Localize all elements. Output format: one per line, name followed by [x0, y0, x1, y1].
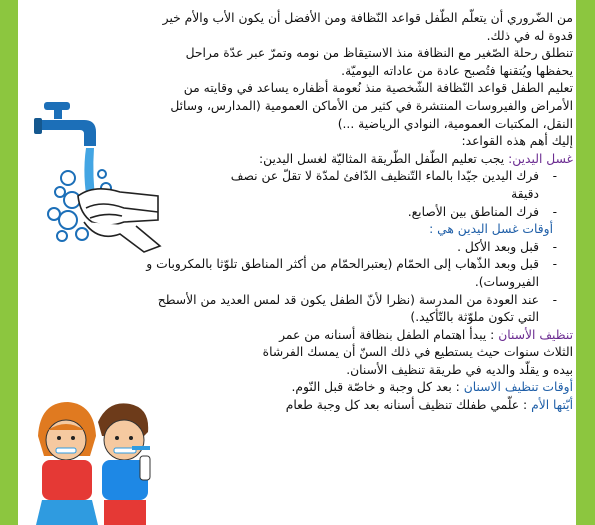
handwash-times-heading: أوقات غسل اليدين هي :	[429, 222, 553, 237]
teeth-heading: تنظيف الأسنان	[498, 327, 573, 342]
list-item: - فرك المناطق بين الأصابع.	[28, 204, 573, 222]
mother-lead: أيّتها الأم	[531, 398, 573, 413]
rules-intro-line-3: النقل، المكتبات العمومية، النوادي الرياضية ...)	[337, 116, 573, 131]
journey-line-1: تنطلق رحلة الصّغير مع النظافة منذ الاستيقاظ من نومه وتمرّ عبر عدّة مراحل	[185, 46, 573, 61]
intro-line-1: من الضّروري أن يتعلّم الطّفل قواعد النّظافة ومن الأفضل أن يكون الأب والأم خير	[162, 11, 573, 25]
intro-line-2: قدوة له في ذلك.	[486, 28, 573, 43]
list-item: - فرك اليدين جيّدا بالماء التّنظيف الدّافئ لمدّة لا تقلّ عن نصف دقيقة	[28, 168, 573, 203]
teeth-times-line	[28, 379, 573, 397]
list-item: - قبل وبعد الذّهاب إلى الحمّام (يعتبرالحمّام من أكثر المناطق تلوّثا بالمكروبات و الفيروسات).	[28, 256, 573, 291]
rules-intro-line-4: إليك أهم هذه القواعد:	[461, 134, 573, 149]
handwash-times	[28, 239, 573, 327]
teeth-line-1: الثلاث سنوات حيث يستطيع في ذلك السنّ أن يمسك الفرشاة	[262, 345, 573, 360]
handwash-steps	[28, 168, 573, 221]
rules-intro-line-1: تعليم الطفل قواعد النّظافة الشّخصية منذ نُعومة أظفاره يساعد في وقايته من	[183, 81, 573, 96]
mother-advice-line	[28, 397, 573, 415]
journey-line-2: يحفظها ويُتقنها فتُصبح عادة من عاداته اليوميّة.	[341, 63, 573, 78]
list-item: - عند العودة من المدرسة (نظرا لأنّ الطفل يكون قد لمس العديد من الأسطح التي تكون ملوّثة بالتّأكيد.)	[28, 292, 573, 327]
teeth-times-heading: أوقات تنظيف الاسنان	[463, 380, 573, 395]
list-item: - قبل وبعد الأكل .	[28, 239, 573, 257]
kids-brushing-teeth-illustration	[28, 396, 156, 525]
handwash-title-line	[28, 151, 573, 169]
teeth-line-2: بيده و يقلّد والديه في طريقة تنظيف الأسنان.	[346, 362, 573, 377]
document-page	[18, 0, 576, 525]
teeth-text: : يبدأ اهتمام الطفل بنظافة أسنانه من عمر	[279, 327, 499, 342]
mother-text: : علّمي طفلك تنظيف أسنانه بعد كل وجبة طعام	[285, 398, 532, 413]
handwash-heading: غسل اليدين:	[508, 151, 573, 166]
handwash-text: يجب تعليم الطّفل الطّريقة المثاليّة لغسل اليدين:	[258, 151, 509, 166]
teeth-title-line	[28, 327, 573, 345]
teeth-times-text: : بعد كل وجبة و خاصّة قبل النّوم.	[291, 380, 464, 395]
article-body	[28, 10, 573, 415]
rules-intro-line-2: الأمراض والفيروسات المنتشرة في كثير من الأماكن العمومية (المدارس، وسائل	[170, 98, 573, 113]
